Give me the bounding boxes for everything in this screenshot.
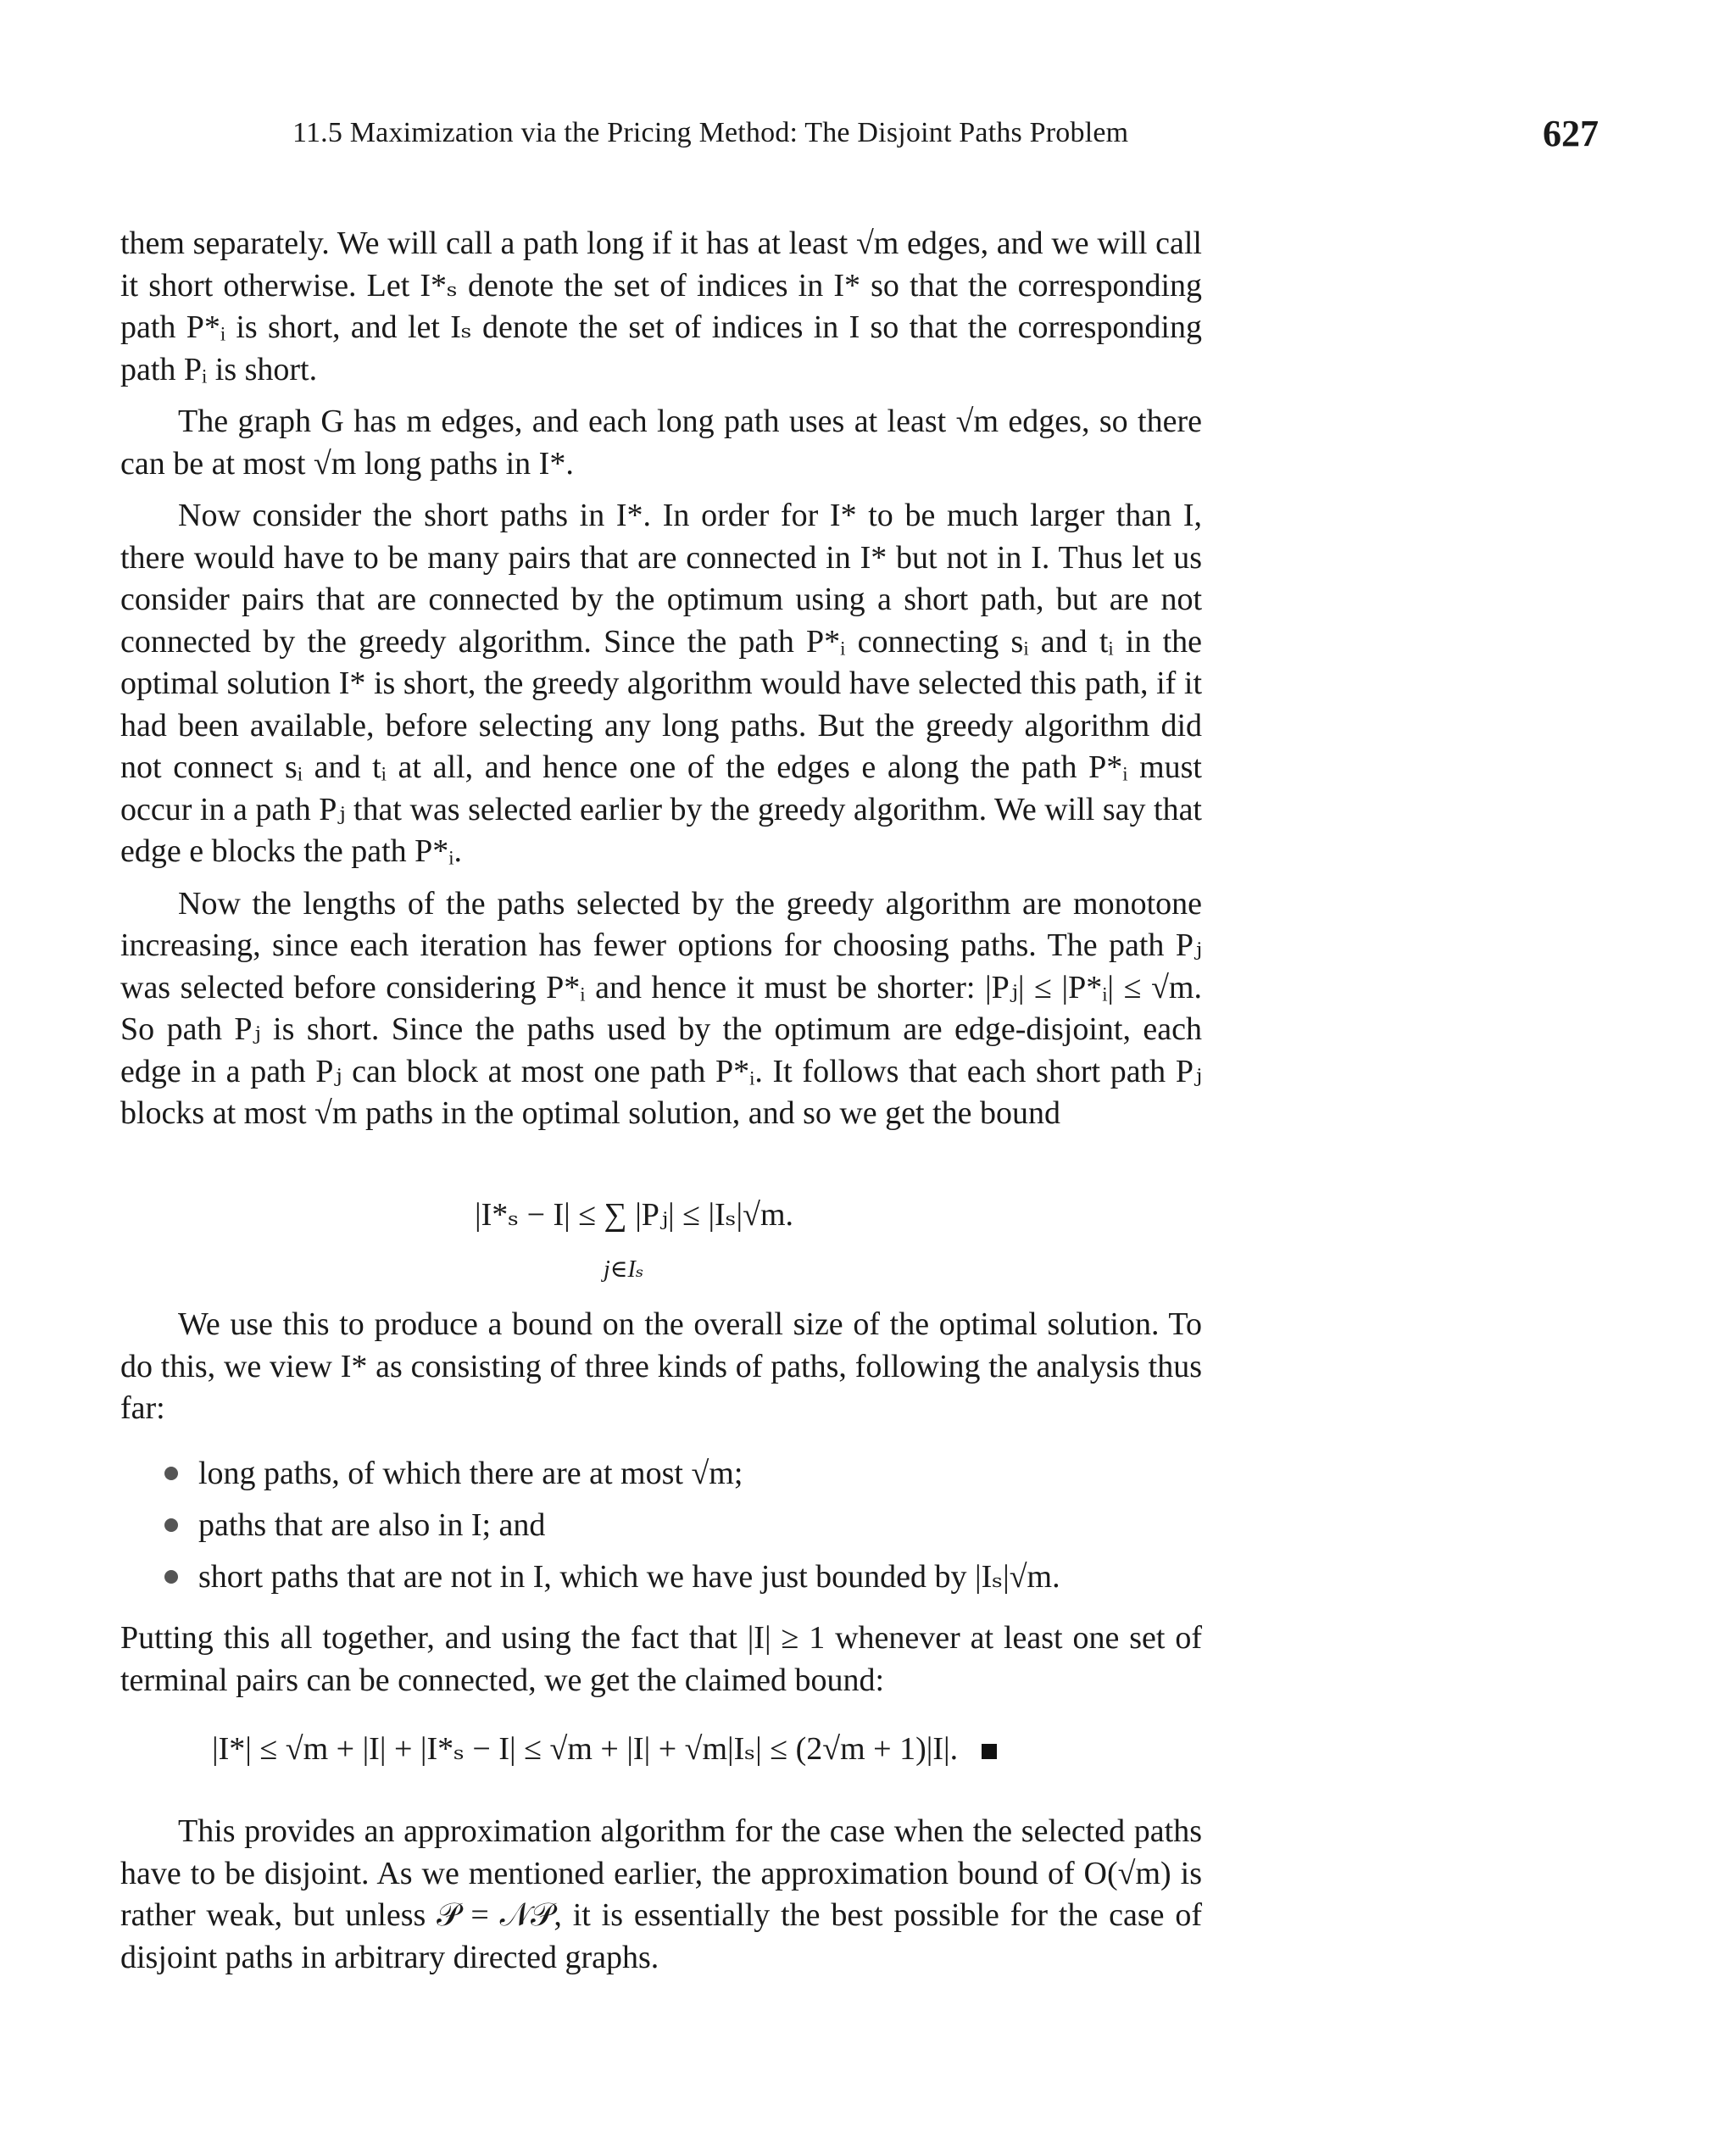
paragraph-monotone-lengths: Now the lengths of the paths selected by the greedy algorithm are monotone increasing, since each iteration has fewer options for choosing paths. The path Pⱼ was selected before considering P*ᵢ and hence it must be shorter: |Pⱼ| ≤ |P*ᵢ| ≤ √m. So path Pⱼ is short. Since the paths used by the optimum are edge-disjoint, each edge in a path Pⱼ can block at most one path P*ᵢ. It follows that each short path Pⱼ blocks at most √m paths in the optimal solution, and so we get the bound [120, 885, 1202, 1131]
display-equation-claimed-bound [212, 1729, 997, 1768]
list-item-text: long paths, of which there are at most √m; [198, 1456, 743, 1491]
bullet-icon [164, 1518, 178, 1532]
list-item [153, 1551, 1204, 1603]
display-equation-sum-subscript: j∈Iₛ [604, 1256, 644, 1283]
qed-square-icon [982, 1744, 997, 1759]
paragraph-approximation-summary: This provides an approximation algorithm for the case when the selected paths have to be disjoint. As we mentioned earlier, the approximation bound of O(√m) is rather weak, but unless 𝒫 = 𝒩𝒫, it is essentially the best possible for the case of disjoint paths in arbitrary directed graphs. [120, 1813, 1202, 1975]
text-section-final [120, 1811, 1202, 1979]
paragraph-putting-together: Putting this all together, and using the fact that |I| ≥ 1 whenever at least one set of terminal pairs can be connected, we get the claimed bound: [120, 1620, 1202, 1698]
bullet-icon [164, 1570, 178, 1584]
list-item-text: paths that are also in I; and [198, 1507, 546, 1543]
list-item [153, 1448, 1204, 1500]
list-item [153, 1500, 1204, 1551]
paragraph-long-path-count: The graph G has m edges, and each long path uses at least √m edges, so there can be at most √m long paths in I*. [120, 404, 1202, 482]
paragraph-short-paths-blocking: Now consider the short paths in I*. In order for I* to be much larger than I, there would have to be many pairs that are connected in I* but not in I. Thus let us consider pairs that are connected by the optimum using a short path, but are not connected by the greedy algorithm. Since the path P*ᵢ connecting sᵢ and tᵢ in the optimal solution I* is short, the greedy algorithm would have selected this path, if it had been available, before selecting any long paths. But the greedy algorithm did not connect sᵢ and tᵢ at all, and hence one of the edges e along the path P*ᵢ must occur in a path Pⱼ that was selected earlier by the greedy algorithm. We will say that edge e blocks the path P*ᵢ. [120, 498, 1202, 869]
paragraph-overall-size: We use this to produce a bound on the overall size of the optimal solution. To do this, we view I* as consisting of three kinds of paths, following the analysis thus far: [120, 1306, 1202, 1426]
claimed-bound-formula: |I*| ≤ √m + |I| + |I*ₛ − I| ≤ √m + |I| + √m|Iₛ| ≤ (2√m + 1)|I|. [212, 1731, 959, 1767]
text-section-combine [120, 1618, 1202, 1701]
bullet-icon [164, 1467, 178, 1480]
running-head: 11.5 Maximization via the Pricing Method: The Disjoint Paths Problem [292, 117, 1129, 148]
text-section-middle [120, 1304, 1202, 1430]
display-equation-bound: |I*ₛ − I| ≤ ∑ |Pⱼ| ≤ |Iₛ|√m. [475, 1197, 794, 1233]
list-item-text: short paths that are not in I, which we have just bounded by |Iₛ|√m. [198, 1559, 1060, 1595]
paragraph-long-short-definition: them separately. We will call a path long if it has at least √m edges, and we will call it short otherwise. Let I*ₛ denote the set of indices in I* so that the corresponding path P*ᵢ is short, and let Iₛ denote the set of indices in I so that the corresponding path Pᵢ is short. [120, 226, 1202, 387]
path-kinds-list [153, 1448, 1204, 1603]
text-section-top [120, 223, 1202, 1135]
page-number: 627 [1543, 113, 1599, 154]
